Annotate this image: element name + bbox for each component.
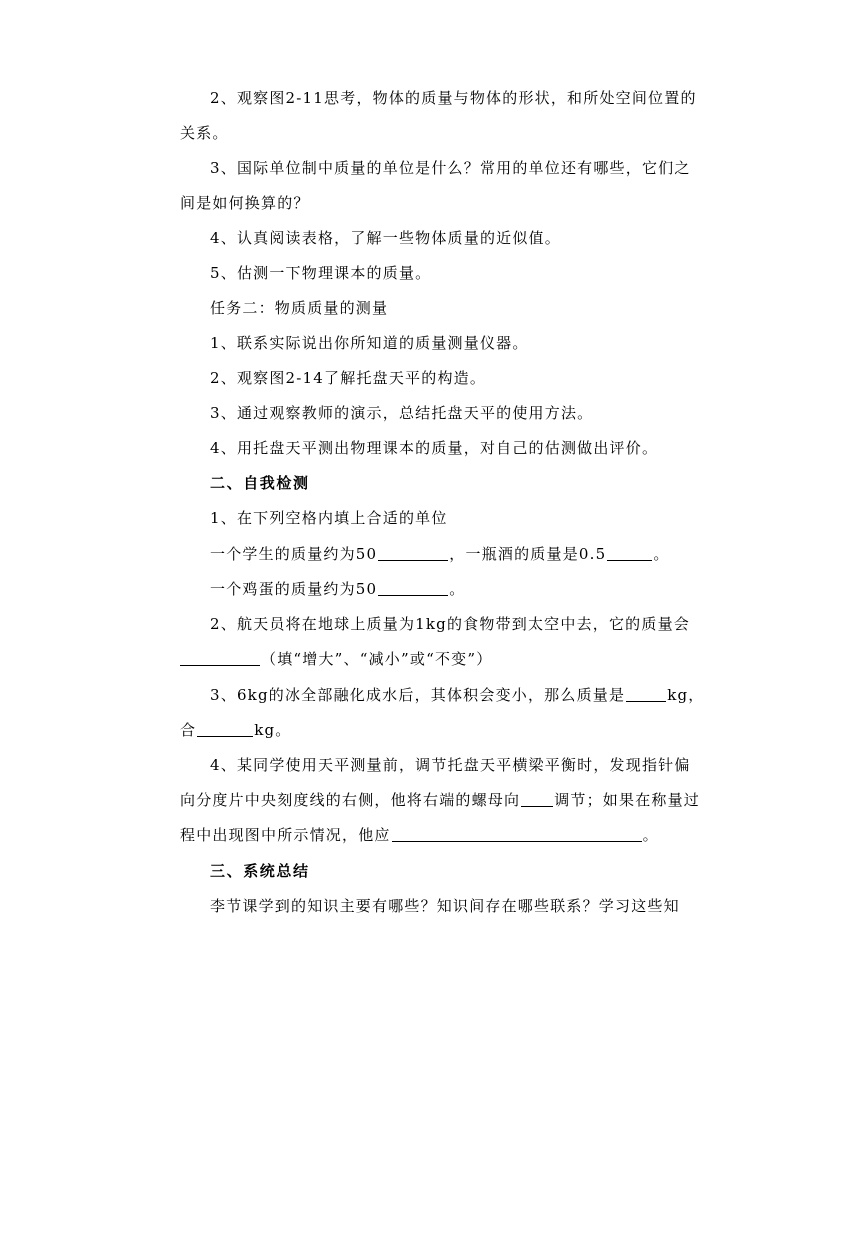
text-line xyxy=(0,896,860,916)
question-line xyxy=(0,755,860,775)
text: 间是如何换算的？ xyxy=(180,194,310,212)
text: kg。 xyxy=(254,721,292,739)
text: 2、观察图2-11思考，物体的质量与物体的形状，和所处空间位置的 xyxy=(210,89,697,107)
question-line xyxy=(0,544,860,564)
answer-blank[interactable] xyxy=(521,791,553,807)
text-line xyxy=(0,193,860,213)
section-heading xyxy=(0,861,860,881)
text: 调节；如果在称量过 xyxy=(554,791,701,809)
text-line xyxy=(0,263,860,283)
text: 一个学生的质量约为50 xyxy=(210,545,378,563)
text: 程中出现图中所示情况，他应 xyxy=(180,826,391,844)
text-line xyxy=(0,508,860,528)
text-line xyxy=(0,88,860,108)
text: kg， xyxy=(667,686,705,704)
text: 。 xyxy=(642,826,659,844)
text: 3、国际单位制中质量的单位是什么？常用的单位还有哪些，它们之 xyxy=(210,159,691,177)
question-line xyxy=(0,790,860,810)
section-heading xyxy=(0,473,860,493)
text: 5、估测一下物理课本的质量。 xyxy=(210,264,432,282)
text: 李节课学到的知识主要有哪些？知识间存在哪些联系？学习这些知 xyxy=(210,897,680,915)
text: 1、在下列空格内填上合适的单位 xyxy=(210,509,448,527)
text: （填“增大”、“减小”或“不变”） xyxy=(261,650,493,668)
text: 任务二：物质质量的测量 xyxy=(210,299,389,317)
text: 1、联系实际说出你所知道的质量测量仪器。 xyxy=(210,334,529,352)
text: 4、某同学使用天平测量前，调节托盘天平横梁平衡时，发现指针偏 xyxy=(210,756,691,774)
question-line xyxy=(0,649,860,669)
text-line xyxy=(0,333,860,353)
text: 3、6kg的冰全部融化成水后，其体积会变小，那么质量是 xyxy=(210,686,626,704)
text: 合 xyxy=(180,721,197,739)
answer-blank[interactable] xyxy=(626,686,666,702)
question-line xyxy=(0,614,860,634)
answer-blank[interactable] xyxy=(378,580,448,596)
text: 关系。 xyxy=(180,124,229,142)
text: 4、用托盘天平测出物理课本的质量，对自己的估测做出评价。 xyxy=(210,439,659,457)
question-line xyxy=(0,825,860,845)
text: 二、自我检测 xyxy=(210,474,310,492)
text: 4、认真阅读表格，了解一些物体质量的近似值。 xyxy=(210,229,561,247)
text-line xyxy=(0,368,860,388)
text-line xyxy=(0,228,860,248)
text: 一个鸡蛋的质量约为50 xyxy=(210,580,378,598)
text: 。 xyxy=(653,545,670,563)
answer-blank[interactable] xyxy=(378,545,448,561)
question-line xyxy=(0,720,860,740)
text-line xyxy=(0,438,860,458)
text: 。 xyxy=(449,580,466,598)
text-line xyxy=(0,403,860,423)
task-heading xyxy=(0,298,860,318)
answer-blank[interactable] xyxy=(197,721,253,737)
question-line xyxy=(0,579,860,599)
answer-blank[interactable] xyxy=(180,650,260,666)
question-line xyxy=(0,685,860,705)
answer-blank[interactable] xyxy=(392,826,642,842)
text-line xyxy=(0,158,860,178)
text: 3、通过观察教师的演示，总结托盘天平的使用方法。 xyxy=(210,404,594,422)
answer-blank[interactable] xyxy=(607,545,652,561)
text: 2、观察图2-14了解托盘天平的构造。 xyxy=(210,369,487,387)
text-line xyxy=(0,123,860,143)
text: ，一瓶酒的质量是0.5 xyxy=(449,545,607,563)
text: 向分度片中央刻度线的右侧，他将右端的螺母向 xyxy=(180,791,521,809)
text: 三、系统总结 xyxy=(210,862,310,880)
text: 2、航天员将在地球上质量为1kg的食物带到太空中去，它的质量会 xyxy=(210,615,690,633)
